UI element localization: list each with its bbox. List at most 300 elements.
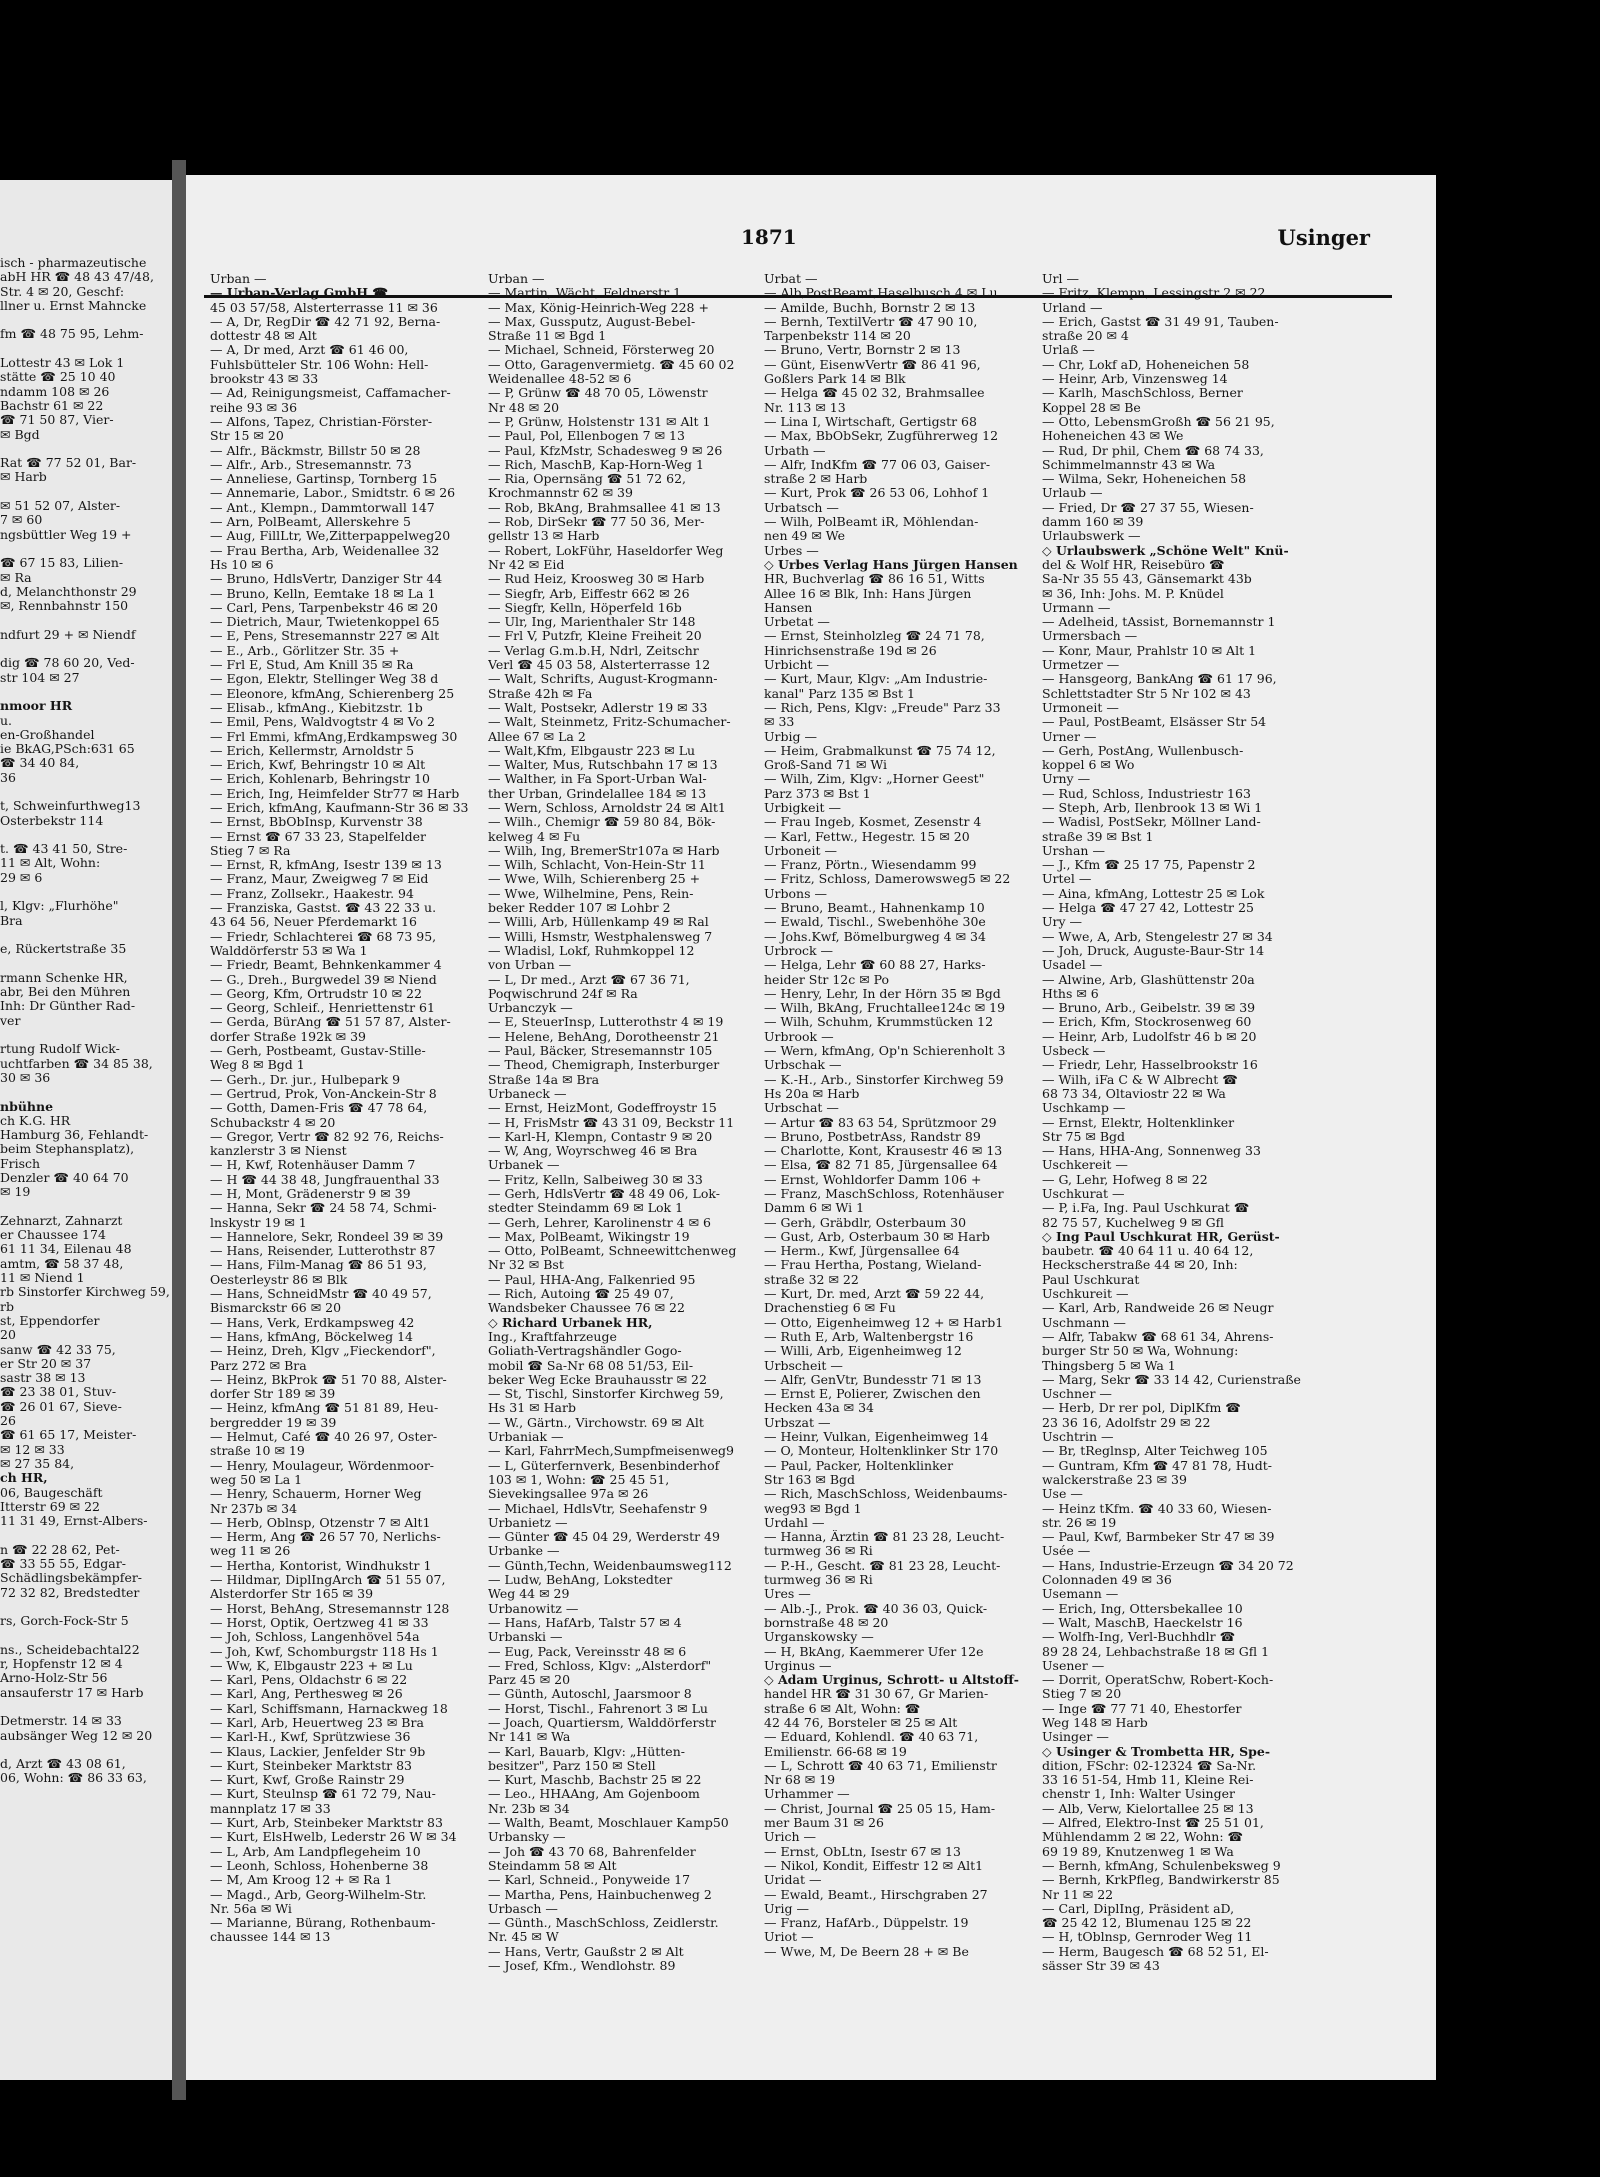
left-page-line: [0, 1700, 170, 1714]
directory-entry-line: — Heinz, kfmAng ☎ 51 81 89, Heu-: [210, 1401, 439, 1416]
directory-entry-line: — Erich, Kfm, Stockrosenweg 60: [1042, 1015, 1252, 1030]
left-page-line: abH HR ☎ 48 43 47/48,: [0, 270, 154, 285]
left-page-line: 29 ✉ 6: [0, 870, 43, 885]
directory-entry-line: 103 ✉ 1, Wohn: ☎ 25 45 51,: [488, 1472, 670, 1487]
directory-entry-line: — E, Pens, Stresemannstr 227 ✉ Alt: [210, 629, 440, 644]
directory-entry-line: — Wilh, Zim, Klgv: „Horner Geest": [764, 772, 985, 787]
directory-entry-line: — Ernst, ObLtn, Isestr 67 ✉ 13: [764, 1844, 961, 1859]
left-page-line: ☎ 33 55 55, Edgar-: [0, 1557, 126, 1572]
directory-entry-line: — Paul, Packer, Holtenklinker: [764, 1458, 954, 1473]
directory-entry-line: — Willi, Arb, Eigenheimweg 12: [764, 1344, 962, 1359]
directory-entry-line: Nr. 23b ✉ 34: [488, 1801, 570, 1816]
directory-entry-line: Urbscheit —: [764, 1358, 843, 1373]
left-page-line: Osterbekstr 114: [0, 813, 104, 828]
directory-entry-line: — Kurt, Kwf, Große Rainstr 29: [210, 1773, 405, 1788]
directory-entry-line: Urmoneit —: [1042, 700, 1119, 715]
directory-entry-line: ◇ Richard Urbanek HR,: [488, 1315, 653, 1330]
directory-entry-line: Urlaß —: [1042, 343, 1095, 358]
directory-entry-line: Straße 14a ✉ Bra: [488, 1072, 600, 1087]
directory-entry-line: Urbicht —: [764, 658, 830, 673]
directory-entry-line: Urbat —: [764, 272, 818, 286]
directory-entry-line: — Ewald, Beamt., Hirschgraben 27: [764, 1887, 988, 1902]
directory-entry-line: Goßlers Park 14 ✉ Blk: [764, 372, 906, 387]
directory-entry-line: — Otto, PolBeamt, Schneewittchenweg: [488, 1244, 737, 1259]
directory-entry-line: — Wolfh-Ing, Verl-Buchhdlr ☎: [1042, 1630, 1236, 1645]
left-page-line: 36: [0, 770, 16, 785]
directory-entry-line: — Siegfr, Kelln, Höperfeld 16b: [488, 600, 682, 615]
directory-entry-line: — Theod, Chemigraph, Insterburger: [488, 1058, 720, 1073]
directory-entry-line: straße 39 ✉ Bst 1: [1042, 829, 1154, 844]
directory-entry-line: — St, Tischl, Sinstorfer Kirchweg 59,: [488, 1387, 724, 1402]
directory-entry-line: — Marg, Sekr ☎ 33 14 42, Curienstraße: [1042, 1372, 1301, 1387]
directory-entry-line: — Nikol, Kondit, Eiffestr 12 ✉ Alt1: [764, 1858, 984, 1873]
directory-entry-line: — Hanna, Sekr ☎ 24 58 74, Schmi-: [210, 1201, 437, 1216]
directory-entry-line: — Heinr, Arb, Ludolfstr 46 b ✉ 20: [1042, 1029, 1257, 1044]
directory-entry-line: — Heinr, Vulkan, Eigenheimweg 14: [764, 1430, 989, 1445]
directory-entry-line: — Rob, BkAng, Brahmsallee 41 ✉ 13: [488, 500, 721, 515]
directory-entry-line: — Rich, MaschSchloss, Weidenbaums-: [764, 1487, 1008, 1502]
left-page-line: [0, 928, 170, 942]
directory-entry-line: — Wwe, Wilhelmine, Pens, Rein-: [488, 886, 694, 901]
directory-entry-line: dorfer Str 189 ✉ 39: [210, 1387, 336, 1402]
directory-entry-line: — Georg, Kfm, Ortrudstr 10 ✉ 22: [210, 986, 422, 1001]
directory-entry-line: — Rud, Dr phil, Chem ☎ 68 74 33,: [1042, 443, 1264, 458]
directory-entry-line: — Karl, Fettw., Hegestr. 15 ✉ 20: [764, 829, 970, 844]
directory-entry-line: dottestr 48 ✉ Alt: [210, 329, 317, 344]
left-page-line: 61 11 34, Eilenau 48: [0, 1242, 132, 1257]
directory-entry-line: — Ernst, Elektr, Holtenklinker: [1042, 1115, 1235, 1130]
directory-entry-line: — Hans, kfmAng, Böckelweg 14: [210, 1329, 413, 1344]
directory-entry-line: Hs 10 ✉ 6: [210, 557, 274, 572]
directory-entry-line: — Rud, Schloss, Industriestr 163: [1042, 786, 1251, 801]
left-page-line: rb Sinstorfer Kirchweg 59,: [0, 1285, 170, 1300]
directory-entry-line: — Ernst, BbObInsp, Kurvenstr 38: [210, 815, 423, 830]
directory-entry-line: Nr. 56a ✉ Wi: [210, 1901, 292, 1916]
left-page-line: nbühne: [0, 1099, 54, 1114]
directory-entry-line: — Kurt, Steinbeker Marktstr 83: [210, 1758, 413, 1773]
directory-entry-line: Uriot —: [764, 1930, 814, 1945]
left-page-line: Arno-Holz-Str 56: [0, 1671, 108, 1686]
directory-entry-line: — Otto, Garagenvermietg. ☎ 45 60 02: [488, 357, 735, 372]
directory-entry-line: Uschkureit —: [1042, 1287, 1129, 1302]
directory-entry-line: — Erich, kfmAng, Kaufmann-Str 36 ✉ 33: [210, 800, 469, 815]
directory-entry-line: — H, FrisMstr ☎ 43 31 09, Beckstr 11: [488, 1115, 735, 1130]
directory-entry-line: Paul Uschkurat: [1042, 1272, 1140, 1287]
directory-entry-line: Urbschat —: [764, 1101, 839, 1116]
directory-entry-line: — W., Gärtn., Virchowstr. 69 ✉ Alt: [488, 1415, 704, 1430]
directory-entry-line: — Hans, SchneidMstr ☎ 40 49 57,: [210, 1287, 432, 1302]
directory-entry-line: Uschner —: [1042, 1387, 1112, 1402]
directory-entry-line: — H, Kwf, Rotenhäuser Damm 7: [210, 1158, 416, 1173]
left-page-line: ☎ 34 40 84,: [0, 756, 80, 771]
directory-entry-line: — Ewald, Tischl., Swebenhöhe 30e: [764, 915, 986, 930]
directory-entry-line: — Josef, Kfm., Wendlohstr. 89: [488, 1959, 676, 1974]
directory-entry-line: Schlettstadter Str 5 Nr 102 ✉ 43: [1042, 686, 1251, 701]
left-page-line: ✉ 27 35 84,: [0, 1456, 75, 1471]
directory-entry-line: — Karl-H., Kwf, Sprützwiese 36: [210, 1730, 411, 1745]
left-page-line: rmann Schenke HR,: [0, 970, 128, 985]
directory-entry-line: — Helga ☎ 47 27 42, Lottestr 25: [1042, 901, 1254, 916]
directory-entry-line: straße 2 ✉ Harb: [764, 472, 868, 487]
directory-entry-line: — Gotth, Damen-Fris ☎ 47 78 64,: [210, 1101, 428, 1116]
directory-entry-line: Urbetat —: [764, 615, 830, 630]
directory-entry-line: — Gerh, Lehrer, Karolinenstr 4 ✉ 6: [488, 1215, 711, 1230]
directory-entry-line: — Kurt, Prok ☎ 26 53 06, Lohhof 1: [764, 486, 990, 501]
directory-entry-line: Urbigkeit —: [764, 800, 841, 815]
directory-entry-line: brookstr 43 ✉ 33: [210, 372, 319, 387]
column-1: [210, 272, 478, 1945]
directory-entry-line: — Artur ☎ 83 63 54, Sprützmoor 29: [764, 1115, 997, 1130]
directory-entry-line: damm 160 ✉ 39: [1042, 515, 1144, 530]
directory-entry-line: — Karlh, MaschSchloss, Berner: [1042, 386, 1243, 401]
directory-entry-line: Urbaneck —: [488, 1086, 567, 1101]
directory-entry-line: Urmersbach —: [1042, 629, 1138, 644]
directory-entry-line: Urbaniak —: [488, 1430, 564, 1445]
directory-entry-line: — H, tOblnsp, Gernroder Weg 11: [1042, 1930, 1253, 1945]
directory-entry-line: — Max, BbObSekr, Zugführerweg 12: [764, 429, 999, 444]
directory-entry-line: — Bernh, kfmAng, Schulenbeksweg 9: [1042, 1858, 1281, 1873]
left-page-line: d, Melanchthonstr 29: [0, 584, 137, 599]
directory-entry-line: Bismarckstr 66 ✉ 20: [210, 1301, 342, 1316]
directory-entry-line: — Rich, MaschB, Kap-Horn-Weg 1: [488, 457, 704, 472]
directory-entry-line: — Walth, Beamt, Moschlauer Kamp50: [488, 1816, 729, 1831]
directory-entry-line: Nr 32 ✉ Bst: [488, 1258, 564, 1273]
left-page-line: [0, 1600, 170, 1614]
directory-entry-line: — Wwe, A, Arb, Stengelestr 27 ✉ 34: [1042, 929, 1273, 944]
directory-entry-line: weg 50 ✉ La 1: [210, 1472, 303, 1487]
left-page-line: 06, Wohn: ☎ 86 33 63,: [0, 1771, 147, 1786]
directory-entry-line: — Friedr, Beamt, Behnkenkammer 4: [210, 958, 442, 973]
directory-entry-line: — Erich, Ing, Heimfelder Str77 ✉ Harb: [210, 786, 460, 801]
directory-entry-line: Usinger —: [1042, 1730, 1109, 1745]
directory-entry-line: — Adelheid, tAssist, Bornemannstr 1: [1042, 615, 1276, 630]
left-page-line: Rat ☎ 77 52 01, Bar-: [0, 456, 137, 471]
directory-entry-line: — Ludw, BehAng, Lokstedter: [488, 1573, 673, 1588]
directory-entry-line: — Gerh, HdlsVertr ☎ 48 49 06, Lok-: [488, 1187, 720, 1201]
directory-entry-line: 82 75 57, Kuchelweg 9 ✉ Gfl: [1042, 1215, 1224, 1230]
directory-entry-line: Nr 68 ✉ 19: [764, 1773, 836, 1788]
directory-entry-line: Urmetzer —: [1042, 658, 1120, 673]
left-page-line: [0, 828, 170, 842]
directory-entry-line: — Wilh, iFa C & W Albrecht ☎: [1042, 1072, 1238, 1087]
directory-entry-line: Nr 48 ✉ 20: [488, 400, 560, 415]
directory-entry-line: — Bernh, TextilVertr ☎ 47 90 10,: [764, 314, 978, 329]
directory-entry-line: 45 03 57/58, Alsterterrasse 11 ✉ 36: [210, 300, 438, 315]
directory-entry-line: — Hans, Film-Manag ☎ 86 51 93,: [210, 1258, 427, 1273]
directory-entry-line: — Eug, Pack, Vereinsstr 48 ✉ 6: [488, 1644, 687, 1659]
directory-entry-line: Urig —: [764, 1901, 809, 1916]
left-page-line: [0, 685, 170, 699]
directory-entry-line: Urshan —: [1042, 843, 1105, 858]
left-page-line: 72 32 82, Bredstedter: [0, 1585, 140, 1600]
directory-entry-line: — Günter ☎ 45 04 29, Werderstr 49: [488, 1530, 720, 1545]
directory-entry-line: turmweg 36 ✉ Ri: [764, 1573, 873, 1588]
directory-entry-line: bergredder 19 ✉ 39: [210, 1415, 337, 1430]
left-page-line: [0, 1200, 170, 1214]
left-page-line: rb: [0, 1299, 14, 1314]
directory-entry-line: — Wilh, PolBeamt iR, Möhlendan-: [764, 515, 979, 530]
directory-entry-line: kanzlerstr 3 ✉ Nienst: [210, 1144, 347, 1159]
left-page-line: e, Rückertstraße 35: [0, 942, 127, 957]
directory-entry-line: — Frau Ingeb, Kosmet, Zesenstr 4: [764, 815, 982, 830]
directory-entry-line: Urbig —: [764, 729, 817, 744]
column-2: [488, 272, 756, 1973]
left-page-line: ☎ 67 15 83, Lilien-: [0, 556, 124, 571]
page-number: 1871: [741, 225, 797, 249]
directory-entry-line: — Franz, Pörtn., Wiesendamm 99: [764, 858, 977, 873]
left-page-line: t, Schweinfurthweg13: [0, 799, 141, 814]
directory-entry-line: Urbrook —: [764, 1029, 834, 1044]
directory-entry-line: — Joh, Schloss, Langenhövel 54a: [210, 1630, 420, 1645]
directory-entry-line: — O, Monteur, Holtenklinker Str 170: [764, 1444, 999, 1459]
left-page-line: l, Klgv: „Flurhöhe": [0, 899, 119, 914]
directory-entry-line: — Joh ☎ 43 70 68, Bahrenfelder: [488, 1844, 696, 1859]
left-page-line: stätte ☎ 25 10 40: [0, 370, 116, 385]
directory-entry-line: Nr. 45 ✉ W: [488, 1930, 559, 1945]
directory-entry-line: Hoheneichen 43 ✉ We: [1042, 429, 1184, 444]
directory-entry-line: — Paul, PostBeamt, Elsässer Str 54: [1042, 715, 1267, 730]
directory-entry-line: ◇ Usinger & Trombetta HR, Spe-: [1042, 1744, 1271, 1759]
left-page-line: llner u. Ernst Mahncke: [0, 298, 147, 313]
directory-entry-line: Hths ✉ 6: [1042, 986, 1099, 1001]
directory-entry-line: — P, Grünw, Holstenstr 131 ✉ Alt 1: [488, 414, 711, 429]
directory-entry-line: — Franz, Maur, Zweigweg 7 ✉ Eid: [210, 872, 429, 887]
directory-entry-line: — Dietrich, Maur, Twietenkoppel 65: [210, 615, 440, 630]
directory-entry-line: — Heinz tKfm. ☎ 40 33 60, Wiesen-: [1042, 1501, 1272, 1516]
directory-entry-line: 69 19 89, Knutzenweg 1 ✉ Wa: [1042, 1844, 1234, 1859]
directory-entry-line: Oesterleystr 86 ✉ Blk: [210, 1272, 348, 1287]
left-page-line: Itterstr 69 ✉ 22: [0, 1499, 100, 1514]
directory-entry-line: — Karl, Schiffsmann, Harnackweg 18: [210, 1701, 448, 1716]
directory-entry-line: — Emil, Pens, Waldvogtstr 4 ✉ Vo 2: [210, 715, 435, 730]
directory-entry-line: — Fritz, Klempn, Lessingstr 2 ✉ 22: [1042, 286, 1266, 301]
directory-entry-line: — Henry, Moulageur, Wördenmoor-: [210, 1458, 435, 1473]
directory-entry-line: — Walt, Schrifts, August-Krogmann-: [488, 672, 718, 687]
directory-entry-line: — Hansgeorg, BankAng ☎ 61 17 96,: [1042, 672, 1277, 687]
directory-entry-line: — Wern, Schloss, Arnoldstr 24 ✉ Alt1: [488, 800, 726, 815]
directory-entry-line: — L, Güterfernverk, Besenbinderhof: [488, 1458, 720, 1473]
directory-entry-line: baubetr. ☎ 40 64 11 u. 40 64 12,: [1042, 1244, 1254, 1259]
column-3: [764, 272, 1032, 1959]
left-page-line: Bra: [0, 913, 23, 928]
directory-entry-line: straße 6 ✉ Alt, Wohn: ☎: [764, 1701, 921, 1716]
directory-entry-line: gellstr 13 ✉ Harb: [488, 529, 600, 544]
directory-entry-line: Weidenallee 48-52 ✉ 6: [488, 372, 632, 387]
directory-entry-line: — Hans, HHA-Ang, Sonnenweg 33: [1042, 1144, 1261, 1159]
directory-entry-line: straße 32 ✉ 22: [764, 1272, 859, 1287]
left-page-line: [0, 1743, 170, 1757]
directory-entry-line: — Wilh., Chemigr ☎ 59 80 84, Bök-: [488, 815, 716, 830]
left-page-line: n ☎ 22 28 62, Pet-: [0, 1542, 120, 1557]
directory-entry-line: Urbanek —: [488, 1158, 560, 1173]
left-page-line: uchtfarben ☎ 34 85 38,: [0, 1056, 153, 1071]
directory-entry-line: walckerstraße 23 ✉ 39: [1042, 1472, 1187, 1487]
directory-entry-line: Uschkereit —: [1042, 1158, 1128, 1173]
directory-entry-line: — Rich, Autoing ☎ 25 49 07,: [488, 1287, 674, 1302]
directory-entry-line: — Hans, HafArb, Talstr 57 ✉ 4: [488, 1615, 682, 1630]
directory-entry-line: 33 16 51-54, Hmb 11, Kleine Rei-: [1042, 1773, 1254, 1788]
directory-entry-line: — Erich, Kellermstr, Arnoldstr 5: [210, 743, 415, 758]
directory-entry-line: — Walt, Postsekr, Adlerstr 19 ✉ 33: [488, 700, 708, 715]
directory-entry-line: Thingsberg 5 ✉ Wa 1: [1042, 1358, 1176, 1373]
directory-entry-line: — E, SteuerInsp, Lutterothstr 4 ✉ 19: [488, 1015, 724, 1030]
directory-entry-line: — A, Dr, RegDir ☎ 42 71 92, Berna-: [210, 314, 441, 329]
directory-entry-line: — Ww, K, Elbgaustr 223 + ✉ Lu: [210, 1658, 413, 1673]
left-page-line: ☎ 61 65 17, Meister-: [0, 1428, 137, 1443]
left-page-line: [0, 785, 170, 799]
directory-entry-line: — Urban-Verlag GmbH ☎: [210, 286, 388, 301]
directory-entry-line: — Willi, Hsmstr, Westphalensweg 7: [488, 929, 713, 944]
left-page-line: ver: [0, 1013, 21, 1028]
directory-entry-line: chenstr 1, Inh: Walter Usinger: [1042, 1787, 1235, 1802]
directory-entry-line: Alsterdorfer Str 165 ✉ 39: [210, 1587, 374, 1602]
directory-entry-line: — Henry, Schauerm, Horner Weg: [210, 1487, 422, 1502]
directory-entry-line: — Ernst ☎ 67 33 23, Stapelfelder: [210, 829, 427, 844]
column-4: [1042, 272, 1310, 1973]
directory-entry-line: stedter Steindamm 69 ✉ Lok 1: [488, 1201, 684, 1216]
directory-entry-line: — Gerh, PostAng, Wullenbusch-: [1042, 743, 1244, 758]
left-page-line: [0, 1028, 170, 1042]
directory-entry-line: — H, BkAng, Kaemmerer Ufer 12e: [764, 1644, 984, 1659]
directory-entry-line: — Annemarie, Labor., Smidtstr. 6 ✉ 26: [210, 486, 456, 501]
directory-entry-line: — Alfr, GenVtr, Bundesstr 71 ✉ 13: [764, 1372, 982, 1387]
left-page-line: abr, Bei den Mühren: [0, 985, 131, 1000]
directory-entry-line: Urny —: [1042, 772, 1091, 787]
directory-entry-line: — Karl, Ang, Perthesweg ✉ 26: [210, 1687, 403, 1702]
directory-entry-line: Urbasch —: [488, 1901, 558, 1916]
directory-entry-line: — Heinz, Dreh, Klgv „Fieckendorf",: [210, 1344, 436, 1359]
left-page-line: Str. 4 ✉ 20, Geschf:: [0, 284, 125, 299]
left-page-line: 30 ✉ 36: [0, 1070, 51, 1085]
directory-entry-line: Usbeck —: [1042, 1044, 1106, 1059]
directory-entry-line: mobil ☎ Sa-Nr 68 08 51/53, Eil-: [488, 1358, 694, 1373]
directory-entry-line: — Horst, BehAng, Stresemannstr 128: [210, 1601, 450, 1616]
left-page-line: [0, 1629, 170, 1643]
directory-entry-line: Parz 373 ✉ Bst 1: [764, 786, 871, 801]
left-page-line: Bachstr 61 ✉ 22: [0, 398, 104, 413]
directory-entry-line: Urbanowitz —: [488, 1601, 579, 1616]
directory-entry-line: — Georg, Schleif., Henriettenstr 61: [210, 1001, 435, 1016]
directory-entry-line: Uridat —: [764, 1873, 822, 1888]
directory-entry-line: 68 73 34, Oltaviostr 22 ✉ Wa: [1042, 1086, 1226, 1101]
directory-entry-line: — Otto, LebensmGroßh ☎ 56 21 95,: [1042, 414, 1275, 429]
directory-entry-line: — Verlag G.m.b.H, Ndrl, Zeitschr: [488, 643, 699, 658]
directory-entry-line: — Helga, Lehr ☎ 60 88 27, Harks-: [764, 958, 986, 973]
directory-entry-line: — Paul, Pol, Ellenbogen 7 ✉ 13: [488, 429, 685, 444]
directory-entry-line: Urbanczyk —: [488, 1001, 573, 1016]
directory-entry-line: — Karl-H, Klempn, Contastr 9 ✉ 20: [488, 1129, 713, 1144]
directory-entry-line: — Bruno, Vertr, Bornstr 2 ✉ 13: [764, 343, 961, 358]
directory-entry-line: — P, Grünw ☎ 48 70 05, Löwenstr: [488, 386, 708, 401]
left-page-line: ✉ Ra: [0, 570, 32, 585]
directory-entry-line: — Otto, Eigenheimweg 12 + ✉ Harb1: [764, 1315, 1004, 1330]
directory-entry-line: dition, FSchr: 02-12324 ☎ Sa-Nr.: [1042, 1758, 1257, 1773]
directory-entry-line: — Dorrit, OperatSchw, Robert-Koch-: [1042, 1673, 1274, 1688]
directory-entry-line: Nr 141 ✉ Wa: [488, 1730, 571, 1745]
directory-entry-line: — E., Arb., Görlitzer Str. 35 +: [210, 643, 400, 658]
directory-entry-line: — Gerh., Dr. jur., Hulbepark 9: [210, 1072, 401, 1087]
directory-entry-line: Urginus —: [764, 1658, 832, 1673]
directory-entry-line: 43 64 56, Neuer Pferdemarkt 16: [210, 915, 417, 930]
directory-entry-line: Str 75 ✉ Bgd: [1042, 1129, 1126, 1144]
directory-entry-line: Colonnaden 49 ✉ 36: [1042, 1573, 1172, 1588]
left-page-line: isch - pharmazeutische: [0, 256, 147, 270]
directory-entry-line: — Konr, Maur, Prahlstr 10 ✉ Alt 1: [1042, 643, 1257, 658]
directory-entry-line: Stieg 7 ✉ 20: [1042, 1687, 1122, 1702]
directory-entry-line: — Gerh, Gräbdlr, Osterbaum 30: [764, 1215, 967, 1230]
directory-entry-line: — Karl, Pens, Oldachstr 6 ✉ 22: [210, 1673, 408, 1688]
directory-entry-line: — Magd., Arb, Georg-Wilhelm-Str.: [210, 1887, 427, 1902]
directory-entry-line: — Frl V, Putzfr, Kleine Freiheit 20: [488, 629, 702, 644]
directory-entry-line: Ures —: [764, 1587, 811, 1602]
directory-entry-line: — Bruno, HdlsVertr, Danziger Str 44: [210, 572, 443, 587]
directory-entry-line: Urban —: [488, 272, 545, 286]
left-page-line: [0, 342, 170, 356]
directory-entry-line: — Frau Bertha, Arb, Weidenallee 32: [210, 543, 440, 558]
directory-entry-line: beker Weg Ecke Brauhausstr ✉ 22: [488, 1372, 707, 1387]
directory-entry-line: — L, Arb, Am Landpflegeheim 10: [210, 1844, 421, 1859]
directory-entry-line: — Herm, Ang ☎ 26 57 70, Nerlichs-: [210, 1530, 441, 1545]
left-page-line: ✉ 12 ✉ 33: [0, 1442, 65, 1457]
directory-entry-line: Heckscherstraße 44 ✉ 20, Inh:: [1042, 1258, 1238, 1273]
left-page-line: Detmerstr. 14 ✉ 33: [0, 1714, 122, 1729]
directory-entry-line: — Alfr, IndKfm ☎ 77 06 03, Gaiser-: [764, 457, 991, 472]
directory-entry-line: Urbanke —: [488, 1544, 560, 1559]
directory-entry-line: Urhammer —: [764, 1787, 850, 1802]
directory-entry-line: — Klaus, Lackier, Jenfelder Str 9b: [210, 1744, 426, 1759]
left-page-line: en-Großhandel: [0, 727, 95, 742]
directory-entry-line: — Karl, FahrrMech,Sumpfmeisenweg9: [488, 1444, 734, 1459]
directory-entry-line: — Robert, LokFühr, Haseldorfer Weg: [488, 543, 724, 558]
directory-entry-line: Parz 272 ✉ Bra: [210, 1358, 307, 1373]
directory-entry-line: — Bruno, Beamt., Hahnenkamp 10: [764, 901, 985, 916]
directory-entry-line: — Kurt, Steulnsp ☎ 61 72 79, Nau-: [210, 1787, 436, 1802]
left-page-line: aubsänger Weg 12 ✉ 20: [0, 1728, 153, 1743]
directory-entry-line: — Lina I, Wirtschaft, Gertigstr 68: [764, 414, 977, 429]
left-page-line: ☎ 23 38 01, Stuv-: [0, 1385, 117, 1400]
directory-entry-line: — Erich, Kohlenarb, Behringstr 10: [210, 772, 430, 787]
left-page-line: dig ☎ 78 60 20, Ved-: [0, 656, 135, 671]
directory-entry-line: reihe 93 ✉ 36: [210, 400, 298, 415]
directory-entry-line: — L, Schrott ☎ 40 63 71, Emilienstr: [764, 1758, 997, 1773]
directory-entry-line: — Ant., Klempn., Dammtorwall 147: [210, 500, 435, 515]
directory-entry-line: — Kurt, ElsHwelb, Lederstr 26 W ✉ 34: [210, 1830, 457, 1845]
directory-entry-line: — Guntram, Kfm ☎ 47 81 78, Hudt-: [1042, 1458, 1272, 1473]
directory-entry-line: Hs 31 ✉ Harb: [488, 1401, 576, 1416]
left-page-line: [0, 542, 170, 556]
directory-entry-line: — Heinz, BkProk ☎ 51 70 88, Alster-: [210, 1372, 447, 1387]
directory-entry-line: — Horst, Optik, Oertzweg 41 ✉ 33: [210, 1615, 429, 1630]
directory-entry-line: Str 15 ✉ 20: [210, 429, 284, 444]
directory-entry-line: — Joach, Quartiersm, Walddörferstr: [488, 1715, 716, 1730]
directory-entry-line: — Wilh, Schuhm, Krummstücken 12: [764, 1015, 994, 1030]
directory-entry-line: — Friedr, Schlachterei ☎ 68 73 95,: [210, 929, 437, 944]
directory-entry-line: — K.-H., Arb., Sinstorfer Kirchweg 59: [764, 1072, 1004, 1087]
directory-entry-line: Urdahl —: [764, 1515, 825, 1530]
directory-entry-line: — Joh, Kwf, Schomburgstr 118 Hs 1: [210, 1644, 439, 1659]
directory-entry-line: — Rich, Pens, Klgv: „Freude" Parz 33: [764, 700, 1001, 715]
directory-entry-line: — Eduard, Kohlendl. ☎ 40 63 71,: [764, 1730, 979, 1745]
directory-entry-line: Urbszat —: [764, 1415, 831, 1430]
directory-entry-line: Urbes —: [764, 543, 819, 558]
directory-entry-line: — Walt, Steinmetz, Fritz-Schumacher-: [488, 715, 731, 730]
directory-entry-line: — Wwe, Wilh, Schierenberg 25 +: [488, 872, 701, 887]
directory-entry-line: — Gust, Arb, Osterbaum 30 ✉ Harb: [764, 1229, 990, 1244]
directory-entry-line: — Marianne, Bürang, Rothenbaum-: [210, 1916, 436, 1931]
directory-entry-line: — Joh, Druck, Auguste-Baur-Str 14: [1042, 943, 1265, 958]
directory-entry-line: Urbrock —: [764, 943, 834, 958]
directory-entry-line: Nr 11 ✉ 22: [1042, 1887, 1114, 1902]
